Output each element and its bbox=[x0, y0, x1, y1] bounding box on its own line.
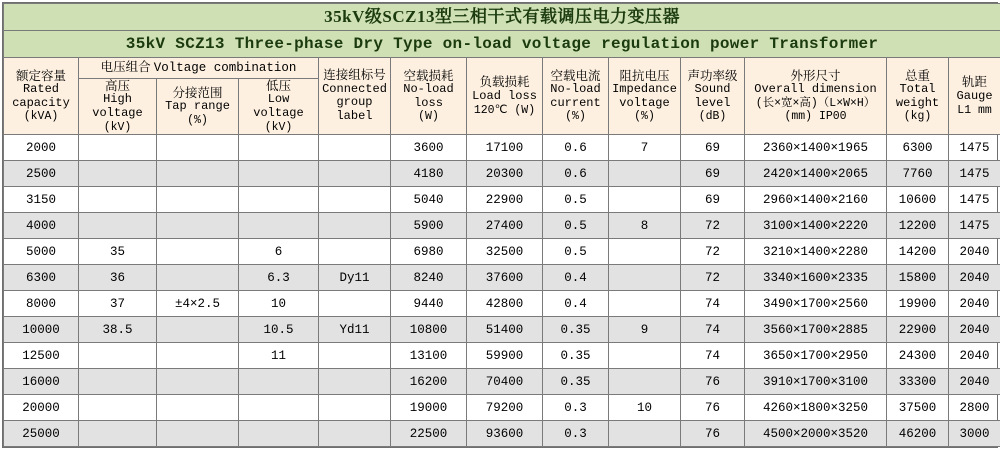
dimension-cn: 外形尺寸 bbox=[745, 69, 886, 83]
load-loss-unit: 120℃ (W) bbox=[467, 104, 542, 117]
cell-no-load-loss: 4180 bbox=[391, 161, 467, 187]
cell-dimension: 3210×1400×2280 bbox=[745, 239, 887, 265]
load-loss-en: Load loss bbox=[467, 90, 542, 104]
cell-sound-level: 72 bbox=[681, 213, 745, 239]
cell-sound-level: 74 bbox=[681, 343, 745, 369]
cell-dimension: 4260×1800×3250 bbox=[745, 395, 887, 421]
impedance-voltage-cn: 阻抗电压 bbox=[609, 69, 680, 83]
voltage-combination-en: Voltage combination bbox=[154, 61, 297, 75]
cell-dimension: 2360×1400×1965 bbox=[745, 135, 887, 161]
page-title-cn: 35kV级SCZ13型三相干式有载调压电力变压器 bbox=[4, 4, 1000, 31]
table-row bbox=[4, 135, 1000, 161]
no-load-current-unit: (%) bbox=[543, 110, 608, 123]
hv-unit: (kV) bbox=[79, 121, 156, 134]
cell-no-load-loss: 9440 bbox=[391, 291, 467, 317]
cell-hv: 38.5 bbox=[79, 317, 157, 343]
load-loss-cn: 负载损耗 bbox=[467, 75, 542, 89]
cell-no-load-loss: 8240 bbox=[391, 265, 467, 291]
rated-capacity-cn: 额定容量 bbox=[4, 69, 78, 83]
cell-load-loss: 32500 bbox=[467, 239, 543, 265]
cell-group-label: Dy11 bbox=[319, 265, 391, 291]
col-header-tap-range bbox=[157, 79, 239, 135]
cell-rated-capacity: 16000 bbox=[4, 369, 79, 395]
cell-tap-range: ±4×2.5 bbox=[157, 291, 239, 317]
cell-total-weight: 10600 bbox=[887, 187, 949, 213]
cell-gauge: 2040 bbox=[949, 317, 1000, 343]
cell-total-weight: 22900 bbox=[887, 317, 949, 343]
cell-dimension: 3910×1700×3100 bbox=[745, 369, 887, 395]
cell-no-load-loss: 22500 bbox=[391, 421, 467, 447]
cell-dimension: 3650×1700×2950 bbox=[745, 343, 887, 369]
group-label-cn: 连接组标号 bbox=[319, 68, 390, 82]
cell-group-label bbox=[319, 239, 391, 265]
cell-impedance-voltage bbox=[609, 421, 681, 447]
cell-no-load-current: 0.35 bbox=[543, 317, 609, 343]
cell-total-weight: 14200 bbox=[887, 239, 949, 265]
cell-dimension: 4500×2000×3520 bbox=[745, 421, 887, 447]
cell-load-loss: 70400 bbox=[467, 369, 543, 395]
cell-group-label bbox=[319, 291, 391, 317]
cell-lv: 10 bbox=[239, 291, 319, 317]
cell-impedance-voltage: 7 bbox=[609, 135, 681, 161]
cell-lv: 6.3 bbox=[239, 265, 319, 291]
table-row bbox=[4, 213, 1000, 239]
cell-total-weight: 46200 bbox=[887, 421, 949, 447]
cell-tap-range bbox=[157, 213, 239, 239]
cell-load-loss: 20300 bbox=[467, 161, 543, 187]
cell-no-load-current: 0.4 bbox=[543, 291, 609, 317]
cell-lv: 11 bbox=[239, 343, 319, 369]
cell-sound-level: 76 bbox=[681, 395, 745, 421]
sound-level-cn: 声功率级 bbox=[681, 69, 744, 83]
cell-group-label bbox=[319, 421, 391, 447]
cell-gauge: 1475 bbox=[949, 161, 1000, 187]
cell-gauge: 2040 bbox=[949, 369, 1000, 395]
no-load-current-en: No-load current bbox=[543, 83, 608, 111]
table-row bbox=[4, 187, 1000, 213]
cell-hv bbox=[79, 343, 157, 369]
dimension-en: Overall dimension bbox=[745, 83, 886, 97]
cell-tap-range bbox=[157, 421, 239, 447]
cell-dimension: 3340×1600×2335 bbox=[745, 265, 887, 291]
cell-no-load-current: 0.3 bbox=[543, 421, 609, 447]
cell-gauge: 1475 bbox=[949, 135, 1000, 161]
cell-lv bbox=[239, 187, 319, 213]
cell-tap-range bbox=[157, 187, 239, 213]
cell-impedance-voltage bbox=[609, 187, 681, 213]
cell-dimension: 2420×1400×2065 bbox=[745, 161, 887, 187]
col-header-load-loss bbox=[467, 58, 543, 135]
cell-gauge: 2040 bbox=[949, 265, 1000, 291]
cell-load-loss: 59900 bbox=[467, 343, 543, 369]
cell-rated-capacity: 2000 bbox=[4, 135, 79, 161]
table-row bbox=[4, 369, 1000, 395]
total-weight-unit: (kg) bbox=[887, 110, 948, 123]
table-body bbox=[4, 135, 1000, 447]
col-header-lv bbox=[239, 79, 319, 135]
cell-no-load-current: 0.5 bbox=[543, 213, 609, 239]
cell-sound-level: 72 bbox=[681, 265, 745, 291]
table-row bbox=[4, 239, 1000, 265]
cell-tap-range bbox=[157, 135, 239, 161]
cell-lv bbox=[239, 161, 319, 187]
cell-impedance-voltage bbox=[609, 161, 681, 187]
cell-gauge: 1475 bbox=[949, 213, 1000, 239]
table-row bbox=[4, 343, 1000, 369]
cell-impedance-voltage bbox=[609, 291, 681, 317]
cell-total-weight: 33300 bbox=[887, 369, 949, 395]
cell-total-weight: 37500 bbox=[887, 395, 949, 421]
cell-hv: 37 bbox=[79, 291, 157, 317]
cell-rated-capacity: 5000 bbox=[4, 239, 79, 265]
cell-load-loss: 27400 bbox=[467, 213, 543, 239]
cell-no-load-current: 0.6 bbox=[543, 135, 609, 161]
cell-dimension: 2960×1400×2160 bbox=[745, 187, 887, 213]
cell-tap-range bbox=[157, 343, 239, 369]
gauge-en: Gauge bbox=[949, 90, 1000, 104]
cell-gauge: 1475 bbox=[949, 187, 1000, 213]
cell-lv: 6 bbox=[239, 239, 319, 265]
cell-sound-level: 76 bbox=[681, 369, 745, 395]
cell-group-label: Yd11 bbox=[319, 317, 391, 343]
cell-lv bbox=[239, 369, 319, 395]
cell-rated-capacity: 6300 bbox=[4, 265, 79, 291]
cell-hv: 35 bbox=[79, 239, 157, 265]
rated-capacity-en: Rated capacity bbox=[4, 83, 78, 111]
cell-load-loss: 93600 bbox=[467, 421, 543, 447]
impedance-voltage-en: Impedance voltage bbox=[609, 83, 680, 111]
cell-sound-level: 69 bbox=[681, 187, 745, 213]
tap-range-unit: (%) bbox=[157, 114, 238, 127]
page-title-en: 35kV SCZ13 Three-phase Dry Type on-load voltage regulation power Transformer bbox=[4, 31, 1000, 58]
col-header-voltage-combination bbox=[79, 58, 319, 79]
cell-no-load-current: 0.4 bbox=[543, 265, 609, 291]
col-header-no-load-loss bbox=[391, 58, 467, 135]
cell-load-loss: 17100 bbox=[467, 135, 543, 161]
cell-tap-range bbox=[157, 239, 239, 265]
cell-no-load-current: 0.5 bbox=[543, 239, 609, 265]
no-load-current-cn: 空载电流 bbox=[543, 69, 608, 83]
cell-hv bbox=[79, 135, 157, 161]
cell-tap-range bbox=[157, 369, 239, 395]
col-header-rated-capacity bbox=[4, 58, 79, 135]
cell-total-weight: 19900 bbox=[887, 291, 949, 317]
col-header-sound-level bbox=[681, 58, 745, 135]
table-row bbox=[4, 317, 1000, 343]
col-header-impedance-voltage bbox=[609, 58, 681, 135]
cell-total-weight: 6300 bbox=[887, 135, 949, 161]
cell-no-load-loss: 5900 bbox=[391, 213, 467, 239]
cell-rated-capacity: 8000 bbox=[4, 291, 79, 317]
gauge-unit: L1 mm bbox=[949, 104, 1000, 117]
cell-impedance-voltage: 10 bbox=[609, 395, 681, 421]
dimension-unit: (长×宽×高)（L×W×H）(mm) IP00 bbox=[745, 97, 886, 123]
cell-hv bbox=[79, 395, 157, 421]
no-load-loss-en: No-load loss bbox=[391, 83, 466, 111]
lv-unit: (kV) bbox=[239, 121, 318, 134]
cell-lv bbox=[239, 135, 319, 161]
cell-gauge: 2040 bbox=[949, 291, 1000, 317]
cell-impedance-voltage: 8 bbox=[609, 213, 681, 239]
cell-group-label bbox=[319, 187, 391, 213]
cell-gauge: 2800 bbox=[949, 395, 1000, 421]
col-header-gauge bbox=[949, 58, 1000, 135]
cell-impedance-voltage bbox=[609, 239, 681, 265]
gauge-cn: 轨距 bbox=[949, 75, 1000, 89]
col-header-group-label bbox=[319, 58, 391, 135]
cell-rated-capacity: 10000 bbox=[4, 317, 79, 343]
rated-capacity-unit: (kVA) bbox=[4, 110, 78, 123]
cell-group-label bbox=[319, 135, 391, 161]
cell-total-weight: 24300 bbox=[887, 343, 949, 369]
hv-en: High voltage bbox=[79, 93, 156, 121]
table-row bbox=[4, 291, 1000, 317]
cell-no-load-current: 0.5 bbox=[543, 187, 609, 213]
cell-tap-range bbox=[157, 317, 239, 343]
cell-no-load-current: 0.6 bbox=[543, 161, 609, 187]
cell-no-load-current: 0.35 bbox=[543, 343, 609, 369]
cell-load-loss: 51400 bbox=[467, 317, 543, 343]
cell-rated-capacity: 2500 bbox=[4, 161, 79, 187]
cell-gauge: 3000 bbox=[949, 421, 1000, 447]
cell-no-load-loss: 16200 bbox=[391, 369, 467, 395]
cell-group-label bbox=[319, 343, 391, 369]
total-weight-en: Total weight bbox=[887, 83, 948, 111]
cell-total-weight: 12200 bbox=[887, 213, 949, 239]
cell-lv bbox=[239, 421, 319, 447]
cell-no-load-loss: 3600 bbox=[391, 135, 467, 161]
header-group-row bbox=[4, 58, 1000, 79]
cell-no-load-loss: 5040 bbox=[391, 187, 467, 213]
cell-sound-level: 69 bbox=[681, 161, 745, 187]
total-weight-cn: 总重 bbox=[887, 69, 948, 83]
cell-load-loss: 79200 bbox=[467, 395, 543, 421]
cell-group-label bbox=[319, 395, 391, 421]
cell-rated-capacity: 20000 bbox=[4, 395, 79, 421]
table-row bbox=[4, 161, 1000, 187]
cell-hv bbox=[79, 187, 157, 213]
sound-level-unit: (dB) bbox=[681, 110, 744, 123]
cell-impedance-voltage: 9 bbox=[609, 317, 681, 343]
table-row bbox=[4, 265, 1000, 291]
tap-range-en: Tap range bbox=[157, 100, 238, 114]
cell-load-loss: 22900 bbox=[467, 187, 543, 213]
cell-sound-level: 72 bbox=[681, 239, 745, 265]
cell-dimension: 3490×1700×2560 bbox=[745, 291, 887, 317]
cell-sound-level: 76 bbox=[681, 421, 745, 447]
cell-no-load-loss: 19000 bbox=[391, 395, 467, 421]
cell-no-load-loss: 6980 bbox=[391, 239, 467, 265]
title-row-en bbox=[4, 31, 1000, 58]
cell-rated-capacity: 3150 bbox=[4, 187, 79, 213]
cell-impedance-voltage bbox=[609, 265, 681, 291]
cell-hv bbox=[79, 369, 157, 395]
col-header-no-load-current bbox=[543, 58, 609, 135]
col-header-hv bbox=[79, 79, 157, 135]
cell-impedance-voltage bbox=[609, 369, 681, 395]
cell-sound-level: 74 bbox=[681, 291, 745, 317]
cell-sound-level: 69 bbox=[681, 135, 745, 161]
cell-group-label bbox=[319, 161, 391, 187]
group-label-en: Connected group label bbox=[319, 83, 390, 124]
no-load-loss-unit: (W) bbox=[391, 110, 466, 123]
table-row bbox=[4, 421, 1000, 447]
cell-no-load-current: 0.35 bbox=[543, 369, 609, 395]
cell-tap-range bbox=[157, 265, 239, 291]
cell-no-load-loss: 10800 bbox=[391, 317, 467, 343]
cell-no-load-loss: 13100 bbox=[391, 343, 467, 369]
cell-hv bbox=[79, 213, 157, 239]
voltage-combination-cn: 电压组合 bbox=[101, 60, 151, 74]
cell-tap-range bbox=[157, 161, 239, 187]
spec-table bbox=[3, 3, 1000, 447]
cell-rated-capacity: 25000 bbox=[4, 421, 79, 447]
sound-level-en: Sound level bbox=[681, 83, 744, 111]
impedance-voltage-unit: (%) bbox=[609, 110, 680, 123]
cell-lv: 10.5 bbox=[239, 317, 319, 343]
cell-group-label bbox=[319, 213, 391, 239]
cell-dimension: 3100×1400×2220 bbox=[745, 213, 887, 239]
hv-cn: 高压 bbox=[79, 79, 156, 93]
cell-rated-capacity: 4000 bbox=[4, 213, 79, 239]
cell-hv: 36 bbox=[79, 265, 157, 291]
table-row bbox=[4, 395, 1000, 421]
tap-range-cn: 分接范围 bbox=[157, 86, 238, 100]
col-header-dimension bbox=[745, 58, 887, 135]
transformer-spec-table bbox=[2, 2, 998, 448]
cell-lv bbox=[239, 213, 319, 239]
cell-gauge: 2040 bbox=[949, 239, 1000, 265]
title-row-cn bbox=[4, 4, 1000, 31]
cell-gauge: 2040 bbox=[949, 343, 1000, 369]
cell-sound-level: 74 bbox=[681, 317, 745, 343]
cell-load-loss: 42800 bbox=[467, 291, 543, 317]
lv-en: Low voltage bbox=[239, 93, 318, 121]
cell-hv bbox=[79, 421, 157, 447]
cell-lv bbox=[239, 395, 319, 421]
cell-load-loss: 37600 bbox=[467, 265, 543, 291]
cell-no-load-current: 0.3 bbox=[543, 395, 609, 421]
lv-cn: 低压 bbox=[239, 79, 318, 93]
cell-impedance-voltage bbox=[609, 343, 681, 369]
col-header-total-weight bbox=[887, 58, 949, 135]
no-load-loss-cn: 空载损耗 bbox=[391, 69, 466, 83]
cell-hv bbox=[79, 161, 157, 187]
cell-total-weight: 7760 bbox=[887, 161, 949, 187]
cell-group-label bbox=[319, 369, 391, 395]
cell-dimension: 3560×1700×2885 bbox=[745, 317, 887, 343]
cell-rated-capacity: 12500 bbox=[4, 343, 79, 369]
cell-total-weight: 15800 bbox=[887, 265, 949, 291]
cell-tap-range bbox=[157, 395, 239, 421]
